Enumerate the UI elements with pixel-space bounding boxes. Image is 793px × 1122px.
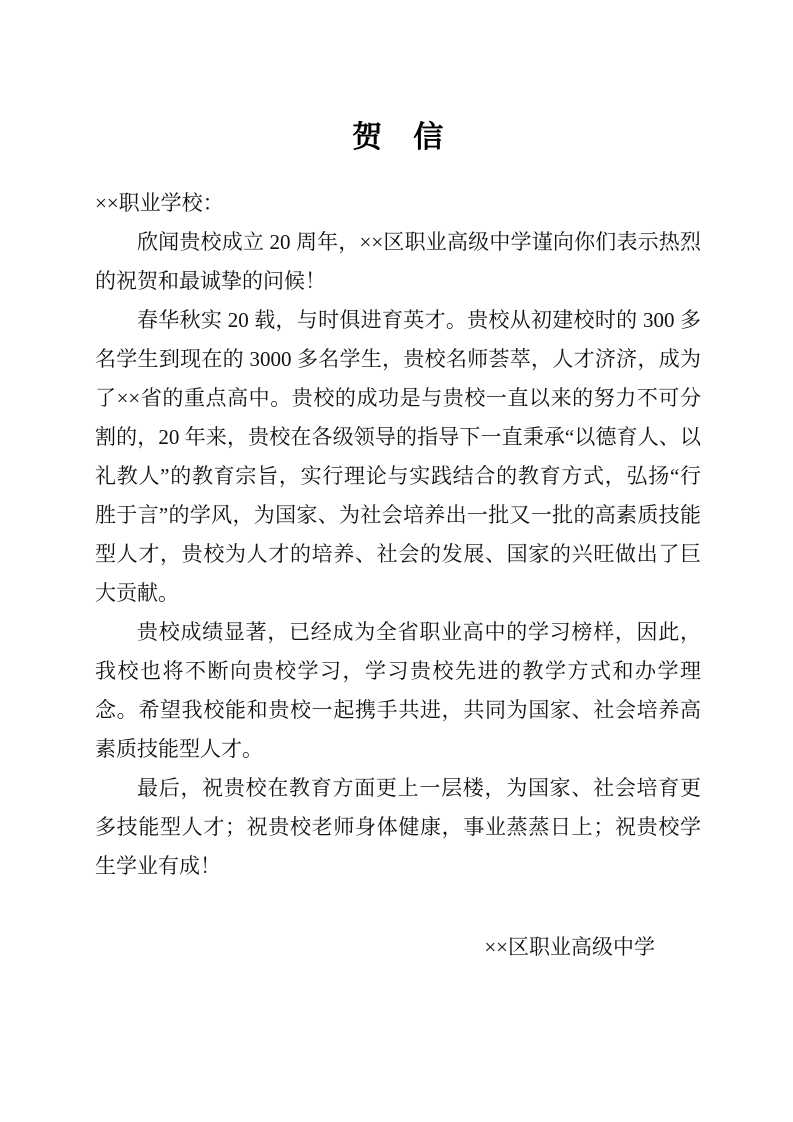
page-title: 贺 信 (352, 121, 444, 154)
paragraph-3: 贵校成绩显著，已经成为全省职业高中的学习榜样，因此，我校也将不断向贵校学习，学习贵校先进的教学方式和办学理念。希望我校能和贵校一起携手共进，共同为国家、社会培养高素质技能型人才。 (95, 620, 701, 761)
signature-organization: ××区职业高级中学 (484, 935, 655, 959)
paragraph-4: 最后，祝贵校在教育方面更上一层楼，为国家、社会培育更多技能型人才；祝贵校老师身体健康，事业蒸蒸日上；祝贵校学生学业有成！ (95, 776, 701, 878)
signature-block (95, 928, 701, 967)
paragraph-1: 欣闻贵校成立 20 周年，××区职业高级中学谨向你们表示热烈的祝贺和最诚挚的问候！ (95, 230, 701, 293)
salutation-line: ××职业学校： (95, 191, 224, 215)
paragraph-2: 春华秋实 20 载，与时俱进育英才。贵校从初建校时的 300 多名学生到现在的 3000 多名学生，贵校名师荟萃，人才济济，成为了××省的重点高中。贵校的成功是与贵校一直以来的努力不可分割的，20 年来，贵校在各级领导的指导下一直秉承“以德育人、以礼教人”的教育宗旨，实行理论与实践结合的教育方式，弘扬“行胜于言”的学风，为国家、为社会培养出一批又一批的高素质技能型人才，贵校为人才的培养、社会的发展、国家的兴旺做出了巨大贡献。 (95, 308, 701, 605)
document-body (95, 0, 701, 967)
